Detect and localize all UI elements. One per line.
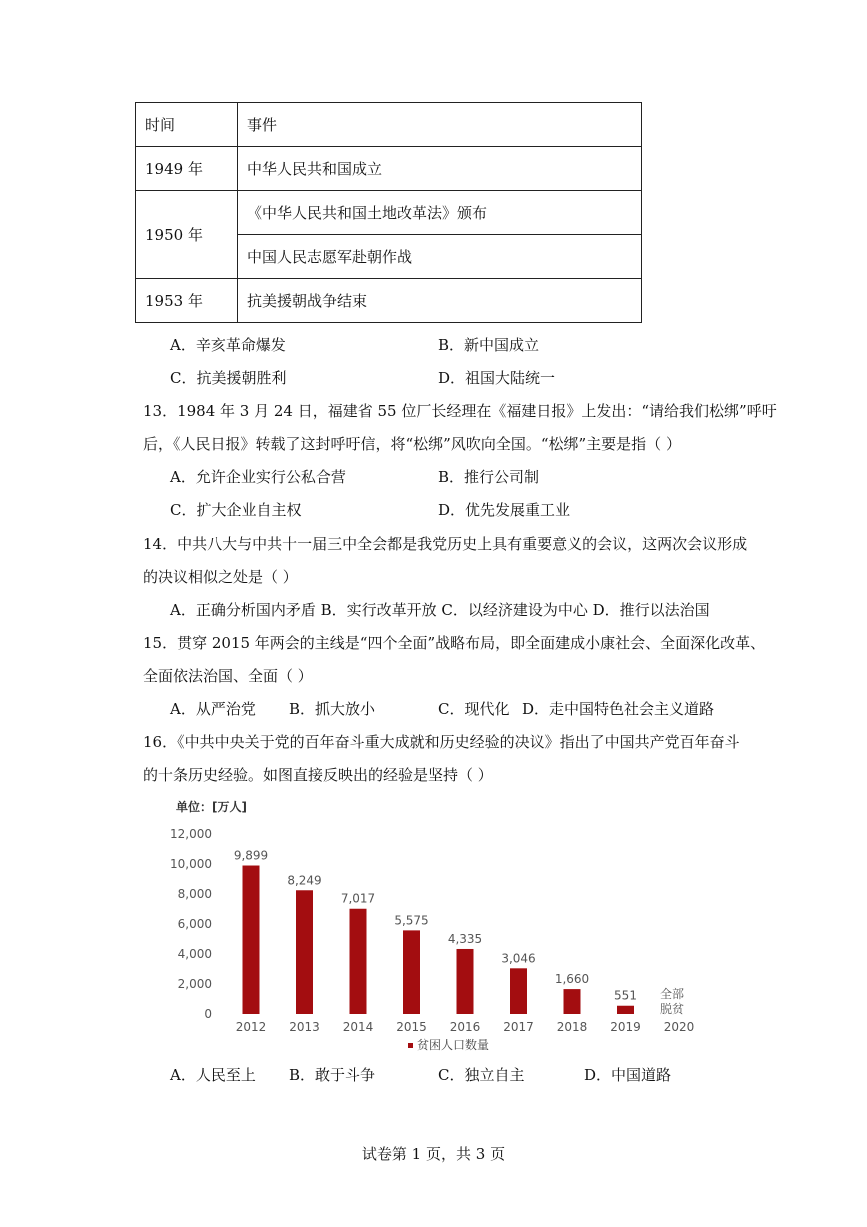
q15-stem-line1: 15．贯穿 2015 年两会的主线是“四个全面”战略布局，即全面建成小康社会、全面深化改革、 — [143, 634, 766, 652]
bar-2016 — [457, 949, 474, 1014]
y-tick-label: 6,000 — [177, 917, 212, 931]
events-table — [135, 102, 642, 323]
q14-options: A．正确分析国内矛盾 B．实行改革开放 C．以经济建设为中心 D．推行以法治国 — [170, 601, 710, 619]
y-tick-label: 2,000 — [177, 977, 212, 991]
q14-stem-line1: 14．中共八大与中共十一届三中全会都是我党历史上具有重要意义的会议，这两次会议形成 — [143, 535, 748, 553]
bar-2017 — [510, 968, 527, 1014]
value-label-2012: 9,899 — [233, 848, 269, 863]
q16-option-d: D．中国道路 — [584, 1066, 672, 1084]
bar-2013 — [296, 890, 313, 1014]
table-cell-time: 1950 年 — [136, 191, 238, 279]
y-tick-label: 12,000 — [170, 827, 212, 841]
table-cell-event: 《中华人民共和国土地改革法》颁布 — [238, 191, 642, 235]
x-tick-label: 2012 — [235, 1020, 267, 1034]
value-label-2016: 4,335 — [447, 931, 483, 946]
y-tick-label: 8,000 — [177, 887, 212, 901]
q16-option-a: A．人民至上 — [170, 1066, 256, 1084]
table-header-time: 时间 — [136, 103, 238, 147]
legend-label: 贫困人口数量 — [417, 1038, 490, 1052]
q15-option-b: B．抓大放小 — [289, 700, 376, 718]
q13-stem-line2: 后，《人民日报》转载了这封呼吁信，将“松绑”风吹向全国。“松绑”主要是指（ ） — [143, 435, 681, 453]
legend-swatch — [408, 1043, 413, 1048]
q15-option-a: A．从严治党 — [170, 700, 256, 718]
poverty-population-bar-chart — [160, 795, 720, 1065]
q12-option-c: C．抗美援朝胜利 — [170, 369, 287, 387]
table-header-event: 事件 — [238, 103, 642, 147]
q14-stem-line2: 的决议相似之处是（ ） — [143, 568, 298, 586]
x-tick-label: 2013 — [289, 1020, 320, 1034]
x-tick-label: 2018 — [556, 1020, 588, 1034]
q13-option-b: B．推行公司制 — [438, 468, 540, 486]
value-label-2013: 8,249 — [287, 873, 322, 888]
value-label-2017: 3,046 — [501, 951, 536, 966]
value-label-2018: 1,660 — [554, 972, 590, 987]
q15-stem-line2: 全面依法治国、全面（ ） — [143, 667, 313, 685]
bar-2018 — [564, 989, 581, 1014]
value-label-2014: 7,017 — [340, 891, 376, 906]
x-tick-label: 2014 — [342, 1020, 374, 1034]
bar-2019 — [617, 1006, 634, 1014]
q16-stem-line2: 的十条历史经验。如图直接反映出的经验是坚持（ ） — [143, 766, 493, 784]
annotation-line2: 脱贫 — [659, 1002, 685, 1016]
value-label-2019: 551 — [614, 988, 637, 1003]
q13-option-d: D．优先发展重工业 — [438, 501, 571, 519]
x-tick-label: 2016 — [449, 1020, 481, 1034]
q13-option-a: A．允许企业实行公私合营 — [170, 468, 346, 486]
page-footer: 试卷第 1 页，共 3 页 — [361, 1145, 506, 1163]
table-cell-event: 抗美援朝战争结束 — [238, 279, 642, 323]
q13-stem-line1: 13．1984 年 3 月 24 日，福建省 55 位厂长经理在《福建日报》上发出：“请给我们松绑”呼吁 — [143, 402, 777, 420]
q12-option-b: B．新中国成立 — [438, 336, 540, 354]
table-cell-time: 1949 年 — [136, 147, 238, 191]
value-label-2015: 5,575 — [394, 913, 429, 928]
annotation-line1: 全部 — [659, 987, 685, 1001]
q16-option-c: C．独立自主 — [438, 1066, 525, 1084]
x-tick-label: 2015 — [396, 1020, 427, 1034]
table-cell-event: 中华人民共和国成立 — [238, 147, 642, 191]
table-cell-event: 中国人民志愿军赴朝作战 — [238, 235, 642, 279]
table-cell-time: 1953 年 — [136, 279, 238, 323]
y-tick-label: 10,000 — [170, 857, 212, 871]
bar-2012 — [243, 866, 260, 1014]
chart-unit-label: 单位：[万人] — [176, 800, 247, 814]
x-tick-label: 2020 — [663, 1020, 695, 1034]
x-tick-label: 2019 — [610, 1020, 641, 1034]
bar-2014 — [350, 909, 367, 1014]
q15-option-d: D．走中国特色社会主义道路 — [522, 700, 715, 718]
q12-option-d: D．祖国大陆统一 — [438, 369, 556, 387]
q15-option-c: C．现代化 — [438, 700, 510, 718]
q13-option-c: C．扩大企业自主权 — [170, 501, 302, 519]
x-tick-label: 2017 — [503, 1020, 534, 1034]
q12-option-a: A．辛亥革命爆发 — [170, 336, 286, 354]
y-tick-label: 4,000 — [177, 947, 212, 961]
bar-2015 — [403, 930, 420, 1014]
q16-option-b: B．敢于斗争 — [289, 1066, 376, 1084]
y-tick-label: 0 — [204, 1007, 212, 1021]
q16-stem-line1: 16．《中共中央关于党的百年奋斗重大成就和历史经验的决议》指出了中国共产党百年奋斗 — [143, 733, 740, 751]
